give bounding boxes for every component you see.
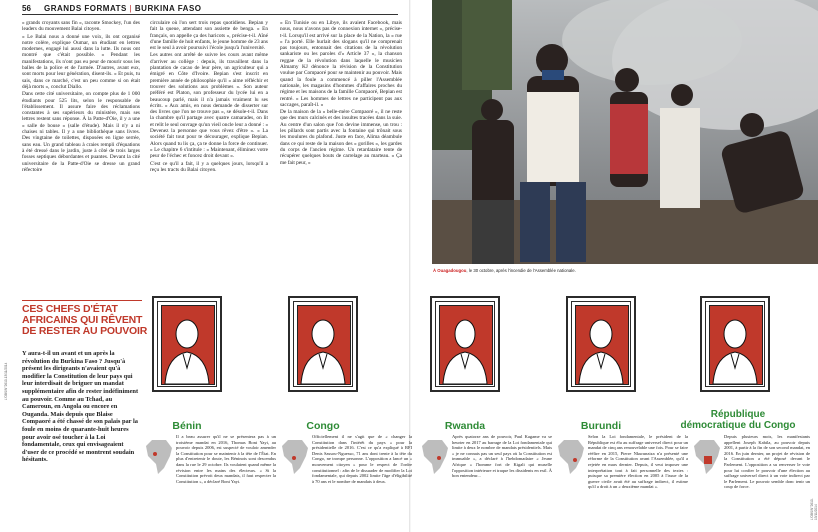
country-name-rwanda: Rwanda xyxy=(444,420,486,432)
feature-title xyxy=(22,300,152,337)
portrait-frame-burundi xyxy=(566,296,636,392)
protest-photo-illustration xyxy=(432,0,818,264)
article-paragraph: « En Tunisie ou en Libye, ils avaient Facebook, mais nous, nous n'avons pas de connexion internet », précise-t-il. Lorsqu'il est arrivé sur la place de la Nation, la « rue » l'a porté. Elle hurlait des slogans qu'il ne comprenait pas toujours, entonnait des citations de la révolution sankariste ou les paroles d'« Article 37 », la chanson reggae de la révolution dans laquelle le musicien Almamy KJ dénonce la révision de la Constitution voulue par Compaoré pour se maintenir au pouvoir. Mais quand la foule a commencé à piller l'Assemblée nationale, les magasins d'hommes d'affaires proches du régime et les maisons de la famille Compaoré, Bepian est rentré. « Les hommes de lettres ne participent pas aux saccages, paraît-il. » xyxy=(280,20,402,108)
africa-map-icon xyxy=(420,438,450,476)
portrait-frame-congo xyxy=(288,296,358,392)
article-paragraph: « Le Balai nous a donné une voix, ils ont organisé notre colère, explique Oumar, un étudiant en lettres modernes, engagé lui aussi dans la lutte. Ils nous ont montré que c'était possible. » Pendant les manifestations, ils n'ont pas eu peur de mourir sous les balles de la police et de l'armée. D'autres, avant eux, sont morts pour leur génération, disent-ils. « Et puis, tu sais, dans ce marché, c'est un peu comme si on était déjà morts », conclut Diallo. xyxy=(22,33,140,90)
section-header xyxy=(44,4,202,13)
leader-portrait-drawing xyxy=(709,308,761,384)
portrait-frame-rdc xyxy=(700,296,770,392)
country-name-benin: Bénin xyxy=(172,420,202,432)
footer-left: L'OBS/N°2610-13/11/2014 xyxy=(4,362,8,400)
feature-title-rule xyxy=(22,300,142,301)
country-text-benin: Il a beau assurer qu'il ne se présentera pas à un troisième mandat en 2016, Thomas Boni Yayi, au pouvoir depuis 2006, est suspecté de vouloir amender la Constitution pour se maintenir à la tête de l'État. En plus d'entretenir le doute, les Béninois sont descendus dans la rue le 29 octobre. Ils voulaient quand même la révision entre les mains des électeurs. « Si la Constitution prévoit deux mandats, il faut respecter la Constitution », a déclaré Boni Yayi. xyxy=(176,434,276,484)
country-name-congo: Congo xyxy=(306,420,340,432)
page-number: 56 xyxy=(22,4,31,13)
feature-intro: Y aura-t-il un avant et un après la révolution du Burkina Faso ? Jusqu'à présent les dirigeants n'avaient qu'à modifier la Constitution de leur pays qui leur interdisait de briguer un mandat supplémentaire afin de rester indéfiniment au pouvoir. Comme au Tchad, au Cameroun, en Angola ou encore en Ouganda. Mais depuis que Blaise Compaoré a été chassé de son palais par la foule en moins de quarante-huit heures pour avoir osé toucher à la Loi fondamentale, ceux qui envisageaient d'user de ce procédé se montrent soudain hésitants. xyxy=(22,350,139,464)
article-column-2 xyxy=(150,20,268,174)
article-paragraph: De la maison de la « belle-mère Compaoré », il ne reste que des murs calcinés et des insultes tracées dans la suie. Au centre d'un salon que l'on devine immense, un trou : les pillards sont partis avec la fontaine qui trônait sous les moulures du plafond. Juste en face, Alima déambule dans ce qui reste de la maison des « gorilles », les gardes du corps de l'ancien régime. Un retardataire tente de récupérer quelques bouts de carrelage au marteau. « Ça me fait peur, » xyxy=(280,109,402,166)
section-title: GRANDS FORMATS xyxy=(44,4,127,13)
header-rule xyxy=(22,14,398,15)
footer-right: L'OBS/N°2610-13/11/2014 xyxy=(810,498,818,520)
section-separator: | xyxy=(129,4,135,13)
country-text-burundi: Selon la Loi fondamentale, le président de la République est élu au suffrage universel direct pour un mandat de cinq ans renouvelable une fois. Pour se faire réélire en 2015, Pierre Nkurunziza n'a présenté une réforme de la Constitution avant l'Assemblée, qu'il a rejetée en mars dernier. Depuis, il veut imposer une interprétation tout à fait personnelle des textes : puisque sa première élection en 2005 à l'issue de la guerre civile avait été au suffrage indirect, il estime qu'il a droit à un « deuxième mandat ». xyxy=(588,434,688,490)
country-text-rwanda: Après quatorze ans de pouvoir, Paul Kagame va se heurter en 2017 au barrage de la Loi fondamentale qui limite à deux le nombre de mandats présidentiels. Mais « je ne connais pas un seul pays où la Constitution est immuable », a déclaré à l'hebdomadaire « Jeune Afrique » l'homme fort de Kigali qui muselle l'opposition intérieure et traque les dissidents en exil. À bon entendeur... xyxy=(452,434,552,479)
portrait-frame-benin xyxy=(152,296,222,392)
feature-title-text: CES CHEFS D'ÉTAT AFRICAINS QUI RÊVENT DE RESTER AU POUVOIR xyxy=(22,303,148,337)
africa-map-icon xyxy=(692,438,722,476)
caption-city: À Ouagadougou xyxy=(433,268,467,273)
article-paragraph: circulaire où l'on sert trois repas quotidiens. Bepian y fait la queue, attendant son assiette de benga. « En français, on appelle ça des haricots », précise-t-il. Aîné d'une famille de huit enfants, le jeune homme de 23 ans est le seul à avoir poursuivi l'école jusqu'à l'université. xyxy=(150,20,268,52)
article-paragraph: Les autres ont arrêté de suivre les cours avant même d'arriver au collège : depuis, ils travaillent dans la plantation de cacao de leur père, un agriculteur qui a émigré en Côte d'Ivoire. Bepian s'est inscrit en première année de philosophie qu'il « aime réfléchir et trouver des solutions aux problèmes ». Son auteur préféré est Platon, son professeur du lycée lui en a beaucoup parlé, mais il n'a jamais vraiment lu ses écrits. « Aux amis, en nous demande de disserter sur des livres que l'on ne trouve pas », se désole-t-il. Dans la chambre qu'il partage avec quatre camarades, on lit et relit le seul ouvrage qu'un vieil oncle leur a donné : « Devenez la personne que vous rêvez d'être ». « La société fait tout pour te décourager, explique Bepian. Alors quand tu lis ça, ça te donne la force de continuer. » Le chapitre 6 s'intitule : « Maintenant, éliminez votre peur de l'échec et foncez droit devant ». xyxy=(150,52,268,160)
africa-map-icon xyxy=(280,438,310,476)
news-photo xyxy=(432,0,818,264)
article-paragraph: » grands croyants sans fin », raconte Smockey, l'un des leaders du mouvement Balai citoyen. xyxy=(22,20,140,33)
caption-text: , le 30 octobre, après l'incendie de l'Assemblée nationale. xyxy=(466,268,576,273)
leader-portrait-drawing xyxy=(297,308,349,384)
article-paragraph: Dans cette cité universitaire, on compte plus de 1 000 étudiants pour 525 lits, selon le responsable de l'établissement. Il assure faire des réclamations constantes à ses supérieurs du ministère, mais ses lettres restent sans réponse. À la Patte-d'Oie, il y a une « salle de bouse » (salle d'étude). Mais il n'y a ni chaises ni tables. Il y a une bibliothèque sans livres. Des vingtaine de toilettes, disposées en ligne serrée, sans eau. Un grand tableau à craies rempli d'équations à été dressé dans le jardin, juste à côté de trois larges fosses septiques débordantes et puantes. Devant la cité universitaire de la Patte-d'Oie se dresse un grand réfectoire xyxy=(22,91,140,173)
article-column-1 xyxy=(22,20,140,174)
portrait-frame-rwanda xyxy=(430,296,500,392)
leader-portrait-drawing xyxy=(575,308,627,384)
africa-map-icon xyxy=(144,438,174,476)
leader-portrait-drawing xyxy=(161,308,213,384)
article-paragraph: C'est ce qu'il a fait, il y a quelques jours, lorsqu'il a reçu les tracts du Balai citoyen. xyxy=(150,160,268,173)
country-name-burundi: Burundi xyxy=(580,420,622,432)
country-text-congo: Officiellement il ne s'agit que de « changer la Constitution dans l'intérêt du pays » pour la présidentielle de 2016. C'est ce qu'a expliqué à RFI Denis Sassou-Nguesso, 71 ans dont trente à la tête du Congo, ne trompe personne. L'opposition a lancé un « mouvement citoyen » pour le respect de l'ordre constitutionnel : afin de le dissuader de modifier la Loi fondamentale, qui depuis 2002 limite l'âge d'éligibilité à 70 ans et le nombre de mandats à deux. xyxy=(312,434,412,484)
section-subtitle: BURKINA FASO xyxy=(134,4,202,13)
leader-portrait-drawing xyxy=(439,308,491,384)
country-text-rdc: Depuis plusieurs mois, les manifestants appellent Joseph Kabila, au pouvoir depuis 2001, à partir à la fin de son second mandat, en 2016. En juin dernier, un projet de révision de la Constitution a été déposé devant le Parlement. L'opposition a su renverser le vote pour lui confier le pouvoir d'une élection au suffrage universel direct à un vote indirect par le Parlement. Le pouvoir semble donc tenir un coup de force. xyxy=(724,434,810,490)
article-column-3 xyxy=(280,20,402,167)
country-name-rdc: République démocratique du Congo xyxy=(680,409,796,431)
photo-caption xyxy=(433,268,576,273)
africa-map-icon xyxy=(556,438,586,476)
